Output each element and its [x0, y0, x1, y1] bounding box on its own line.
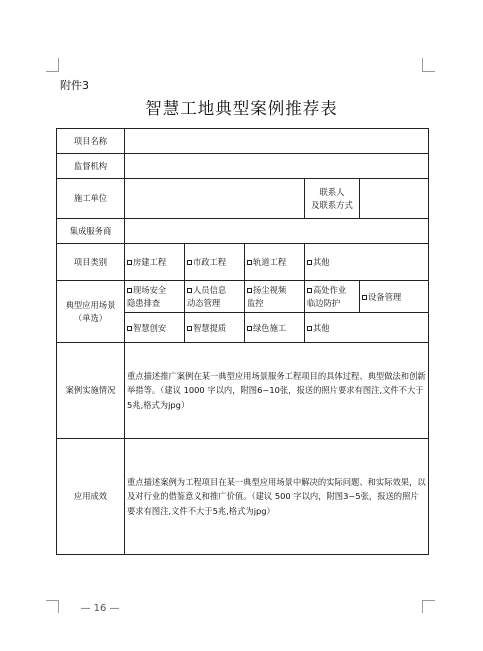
category-option-housing[interactable] — [125, 244, 185, 281]
checkbox-icon[interactable] — [247, 288, 252, 293]
scenario-option-personnel[interactable] — [185, 281, 245, 313]
category-option-other[interactable] — [305, 244, 429, 281]
contact-label — [305, 179, 360, 219]
effect-description[interactable]: 重点描述案例为工程项目在某一典型应用场景中解决的实际问题、和实际效果，以及对行业的借鉴意义和推广价值。（建议 500 字以内，附图3~5张，报送的照片要求有图注,文件不大于5兆,格式为jpg） — [125, 439, 429, 555]
scenario-option-line2: 临边防护 — [307, 297, 341, 308]
scenario-option-height-work[interactable] — [305, 281, 360, 313]
integrator-field[interactable] — [125, 219, 429, 244]
crop-mark-top-right — [422, 71, 435, 72]
scenario-option-line1: 现场安全 — [133, 285, 167, 296]
document-title: 智慧工地典型案例推荐表 — [145, 99, 338, 118]
contact-field[interactable] — [360, 179, 429, 219]
crop-mark-top-right — [422, 58, 423, 71]
scenario-option-line2: 监控 — [247, 297, 264, 308]
recommendation-form — [56, 128, 429, 555]
checkbox-icon[interactable] — [127, 260, 132, 265]
checkbox-icon[interactable] — [307, 288, 312, 293]
construction-unit-label: 施工单位 — [57, 179, 125, 219]
scenario-label-line1: 典型应用场景 — [65, 300, 116, 311]
checkbox-icon[interactable] — [247, 260, 252, 265]
scenario-label — [57, 281, 125, 343]
checkbox-icon[interactable] — [362, 295, 367, 300]
scenario-option-label: 智慧提质 — [193, 322, 227, 333]
category-option-label: 轨道工程 — [253, 257, 287, 267]
attachment-label: 附件3 — [60, 79, 89, 92]
crop-mark-top-left — [46, 71, 59, 72]
checkbox-icon[interactable] — [307, 326, 312, 331]
category-option-municipal[interactable] — [185, 244, 245, 281]
checkbox-icon[interactable] — [247, 326, 252, 331]
scenario-option-safety[interactable] — [125, 281, 185, 313]
scenario-option-green[interactable] — [245, 313, 305, 343]
scenario-option-smart-quality[interactable] — [185, 313, 245, 343]
crop-mark-bottom-right — [422, 600, 435, 601]
scenario-option-smart-safety[interactable] — [125, 313, 185, 343]
scenario-option-dust[interactable] — [245, 281, 305, 313]
checkbox-icon[interactable] — [127, 326, 132, 331]
category-label: 项目类别 — [57, 244, 125, 281]
supervisor-field[interactable] — [125, 154, 429, 179]
project-name-label: 项目名称 — [57, 129, 125, 154]
implementation-description[interactable]: 重点描述推广案例在某一典型应用场景服务工程项目的具体过程、典型做法和创新举措等。（建议 1000 字以内，附图6~10张，报送的照片要求有图注,文件不大于5兆,格式为jpg） — [125, 343, 429, 439]
integrator-label: 集成服务商 — [57, 219, 125, 244]
crop-mark-bottom-right — [422, 600, 423, 613]
scenario-option-line1: 人员信息 — [193, 285, 227, 296]
construction-unit-field[interactable] — [125, 179, 305, 219]
implementation-label: 案例实施情况 — [57, 343, 125, 439]
category-option-rail[interactable] — [245, 244, 305, 281]
supervisor-label: 监督机构 — [57, 154, 125, 179]
category-option-label: 市政工程 — [193, 257, 227, 267]
scenario-option-label: 其他 — [313, 322, 330, 333]
scenario-option-line1: 高处作业 — [313, 285, 347, 296]
scenario-option-equipment[interactable] — [360, 281, 429, 313]
category-option-label: 房建工程 — [133, 257, 167, 267]
scenario-option-line1: 扬尘视频 — [253, 285, 287, 296]
contact-label-line1: 联系人 — [319, 187, 345, 198]
checkbox-icon[interactable] — [307, 260, 312, 265]
checkbox-icon[interactable] — [187, 326, 192, 331]
project-name-field[interactable] — [125, 129, 429, 154]
effect-label: 应用成效 — [57, 439, 125, 555]
scenario-option-line2: 动态管理 — [187, 297, 221, 308]
checkbox-icon[interactable] — [187, 260, 192, 265]
scenario-option-label: 设备管理 — [368, 291, 402, 302]
crop-mark-top-left — [58, 58, 59, 71]
scenario-label-line2: （单选） — [73, 312, 108, 323]
checkbox-icon[interactable] — [187, 288, 192, 293]
page-number: — 16 — — [80, 603, 120, 614]
scenario-option-line2: 隐患排查 — [127, 297, 161, 308]
checkbox-icon[interactable] — [127, 288, 132, 293]
category-option-label: 其他 — [313, 257, 330, 267]
scenario-option-label: 智慧创安 — [133, 322, 167, 333]
scenario-option-label: 绿色施工 — [253, 322, 287, 333]
scenario-option-other[interactable] — [305, 313, 429, 343]
contact-label-line2: 及联系方式 — [311, 199, 353, 210]
